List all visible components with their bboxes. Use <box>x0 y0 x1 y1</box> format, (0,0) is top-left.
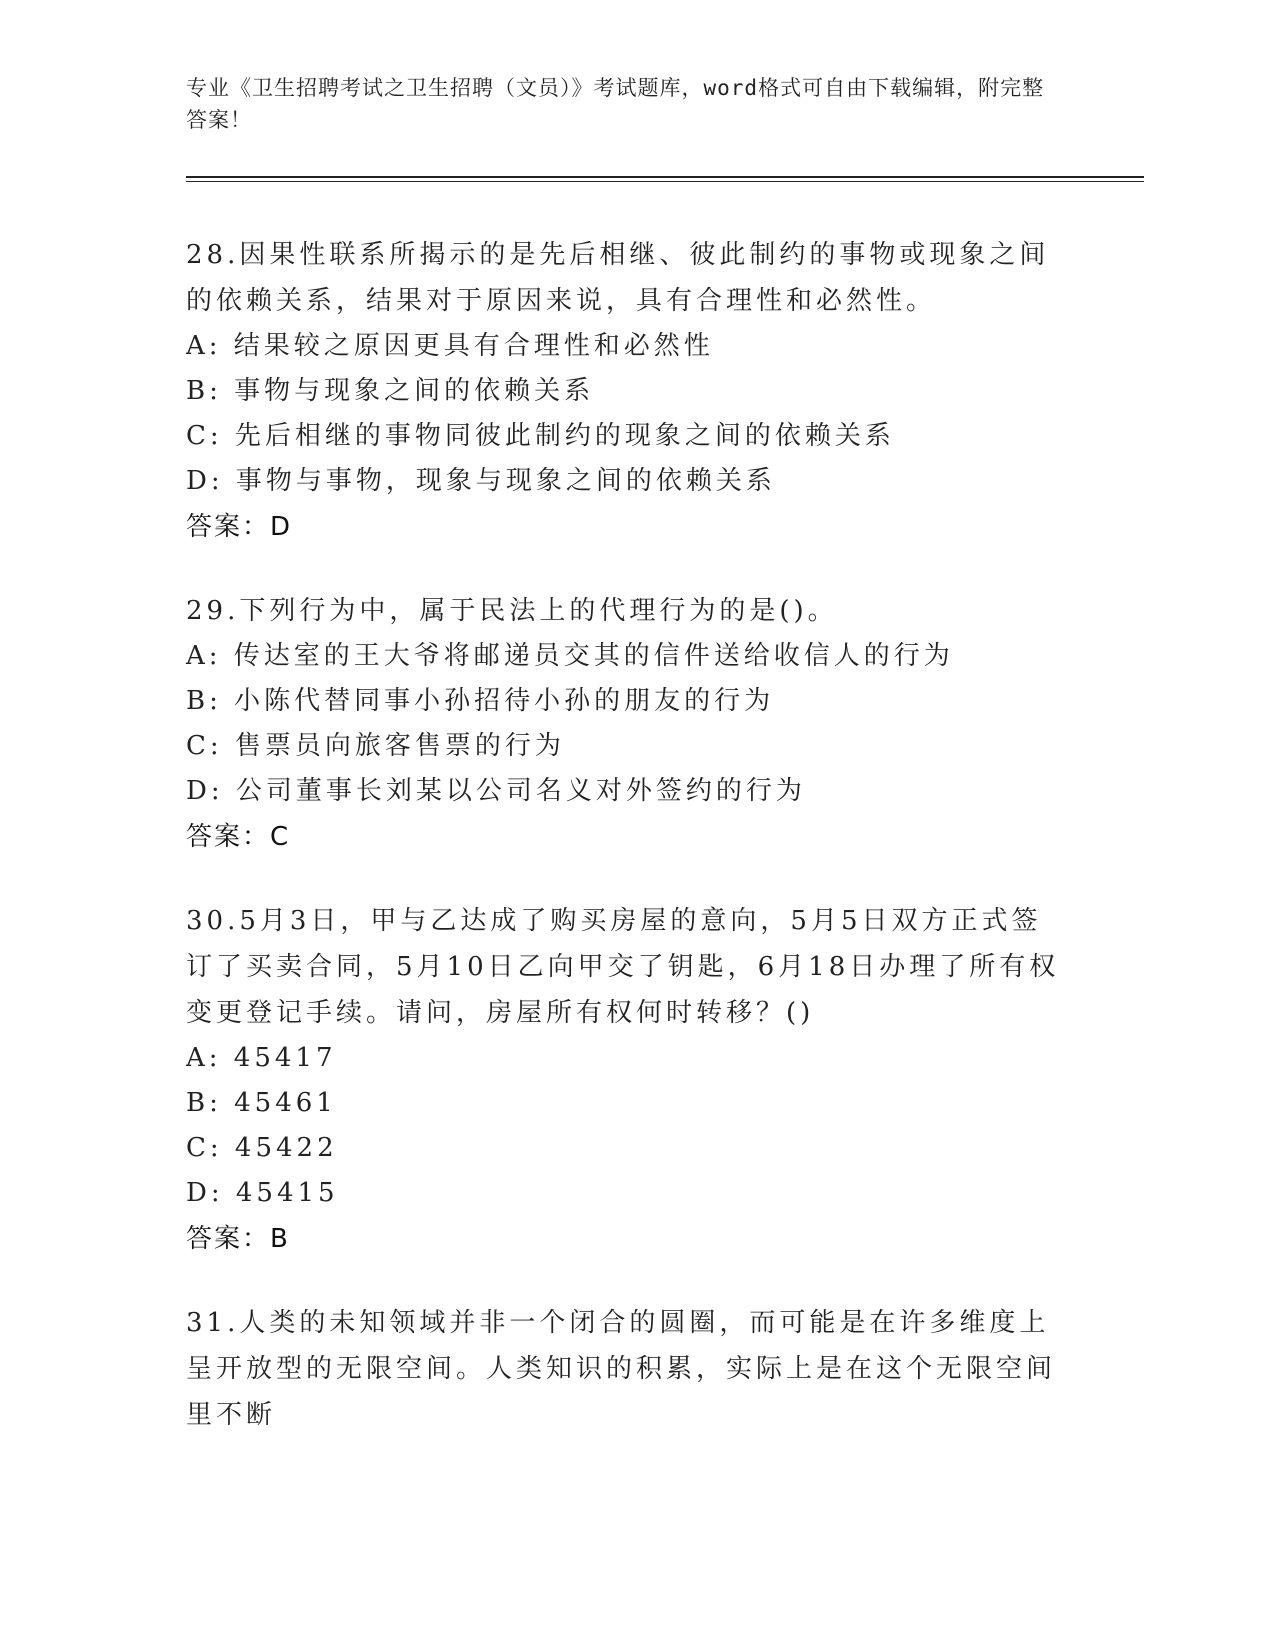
option-b: B: 事物与现象之间的依赖关系 <box>186 376 595 406</box>
option-d: D: 45415 <box>186 1178 339 1208</box>
answer-line <box>186 1216 1066 1262</box>
answer-label: 答案： <box>186 1224 271 1254</box>
question-28 <box>186 232 1066 550</box>
answer-label: 答案： <box>186 512 271 542</box>
document-header: 专业《卫生招聘考试之卫生招聘（文员）》考试题库，word格式可自由下载编辑，附完整答案！ <box>186 76 1045 132</box>
question-stem: 29.下列行为中，属于民法上的代理行为的是()。 <box>186 596 838 626</box>
header-divider <box>186 176 1144 178</box>
option-c: C: 先后相继的事物同彼此制约的现象之间的依赖关系 <box>186 421 895 451</box>
question-29 <box>186 588 1066 860</box>
answer-line <box>186 814 1066 860</box>
answer-label: 答案： <box>186 822 271 852</box>
answer-value: B <box>270 1224 290 1254</box>
question-30 <box>186 898 1066 1262</box>
answer-line <box>186 504 1066 550</box>
answer-value: D <box>270 512 293 542</box>
answer-value: C <box>270 822 291 852</box>
question-list <box>186 232 1066 1476</box>
option-b: B: 45461 <box>186 1088 337 1118</box>
header-divider-thin <box>186 181 1144 182</box>
question-stem: 30.5月3日，甲与乙达成了购买房屋的意向，5月5日双方正式签订了买卖合同，5月10日乙向甲交了钥匙，6月18日办理了所有权变更登记手续。请问，房屋所有权何时转移？() <box>186 906 1060 1028</box>
question-stem: 31.人类的未知领域并非一个闭合的圆圈，而可能是在许多维度上呈开放型的无限空间。人类知识的积累，实际上是在这个无限空间里不断 <box>186 1308 1057 1430</box>
option-d: D: 公司董事长刘某以公司名义对外签约的行为 <box>186 776 806 806</box>
option-d: D: 事物与事物，现象与现象之间的依赖关系 <box>186 466 776 496</box>
option-a: A: 传达室的王大爷将邮递员交其的信件送给收信人的行为 <box>186 641 954 671</box>
option-a: A: 45417 <box>186 1043 337 1073</box>
option-c: C: 售票员向旅客售票的行为 <box>186 731 565 761</box>
option-a: A: 结果较之原因更具有合理性和必然性 <box>186 331 714 361</box>
option-c: C: 45422 <box>186 1133 338 1163</box>
question-31 <box>186 1300 1066 1438</box>
option-b: B: 小陈代替同事小孙招待小孙的朋友的行为 <box>186 686 775 716</box>
question-stem: 28.因果性联系所揭示的是先后相继、彼此制约的事物或现象之间的依赖关系，结果对于原因来说，具有合理性和必然性。 <box>186 240 1050 316</box>
